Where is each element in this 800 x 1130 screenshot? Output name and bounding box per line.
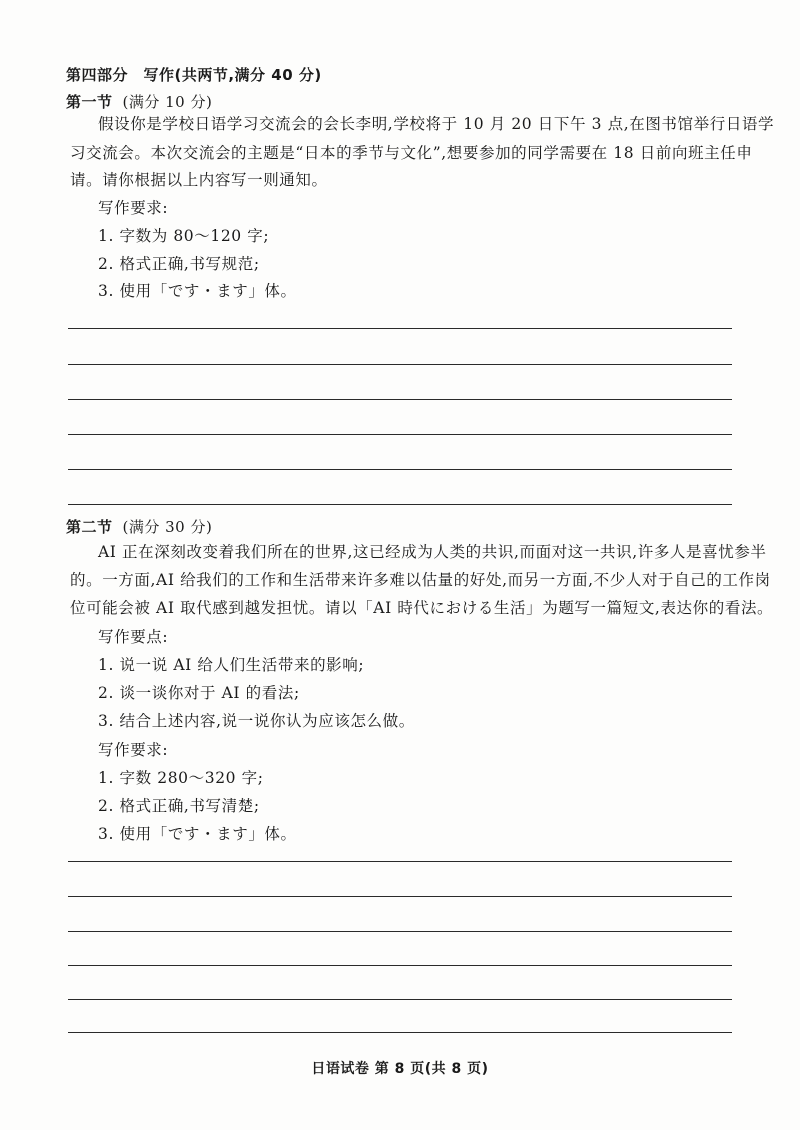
section2-requirement-1: 1. 字数 280～320 字; xyxy=(98,769,264,787)
answer-line[interactable] xyxy=(68,364,732,365)
section2-point-2: 2. 谈一谈你对于 AI 的看法; xyxy=(98,684,300,702)
section2-prompt-line-1: AI 正在深刻改变着我们所在的世界,这已经成为人类的共识,而面对这一共识,许多人是喜忧参半 xyxy=(98,543,767,561)
part-title: 第四部分 写作(共两节,满分 40 分) xyxy=(66,66,322,84)
section2-prompt-line-2: 的。一方面,AI 给我们的工作和生活带来许多难以估量的好处,而另一方面,不少人对于自己的工作岗 xyxy=(70,571,771,589)
section2-points-label: 写作要点: xyxy=(98,628,169,646)
answer-line[interactable] xyxy=(68,965,732,966)
answer-line[interactable] xyxy=(68,399,732,400)
section2-point-1: 1. 说一说 AI 给人们生活带来的影响; xyxy=(98,656,365,674)
section2-requirements-label: 写作要求: xyxy=(98,741,169,759)
answer-line[interactable] xyxy=(68,434,732,435)
section1-requirement-2: 2. 格式正确,书写规范; xyxy=(98,255,260,273)
section2-title: 第二节 xyxy=(66,518,113,536)
answer-line[interactable] xyxy=(68,896,732,897)
section2-heading xyxy=(66,516,212,537)
section1-requirement-3: 3. 使用「です・ます」体。 xyxy=(98,282,297,300)
page-footer: 日语试卷 第 8 页(共 8 页) xyxy=(311,1061,489,1077)
section2-score: (满分 30 分) xyxy=(122,518,213,536)
section1-title: 第一节 xyxy=(66,93,113,111)
section1-prompt-line-1: 假设你是学校日语学习交流会的会长李明,学校将于 10 月 20 日下午 3 点,在图书馆举行日语学 xyxy=(98,115,775,133)
section2-requirement-3: 3. 使用「です・ます」体。 xyxy=(98,825,297,843)
answer-line[interactable] xyxy=(68,1032,732,1033)
section1-prompt-line-3: 请。请你根据以上内容写一则通知。 xyxy=(70,171,328,189)
section1-heading xyxy=(66,91,212,112)
answer-line[interactable] xyxy=(68,931,732,932)
answer-line[interactable] xyxy=(68,861,732,862)
section2-point-3: 3. 结合上述内容,说一说你认为应该怎么做。 xyxy=(98,712,415,730)
section1-requirements-label: 写作要求: xyxy=(98,199,169,217)
section1-score: (满分 10 分) xyxy=(122,93,213,111)
answer-line[interactable] xyxy=(68,504,732,505)
section2-requirement-2: 2. 格式正确,书写清楚; xyxy=(98,797,260,815)
answer-line[interactable] xyxy=(68,469,732,470)
answer-line[interactable] xyxy=(68,999,732,1000)
section2-prompt-line-3: 位可能会被 AI 取代感到越发担忧。请以「AI 時代における生活」为题写一篇短文,表达你的看法。 xyxy=(70,599,774,617)
section1-prompt-line-2: 习交流会。本次交流会的主题是“日本的季节与文化”,想要参加的同学需要在 18 日前向班主任申 xyxy=(70,144,753,162)
section1-requirement-1: 1. 字数为 80～120 字; xyxy=(98,227,270,245)
answer-line[interactable] xyxy=(68,328,732,329)
